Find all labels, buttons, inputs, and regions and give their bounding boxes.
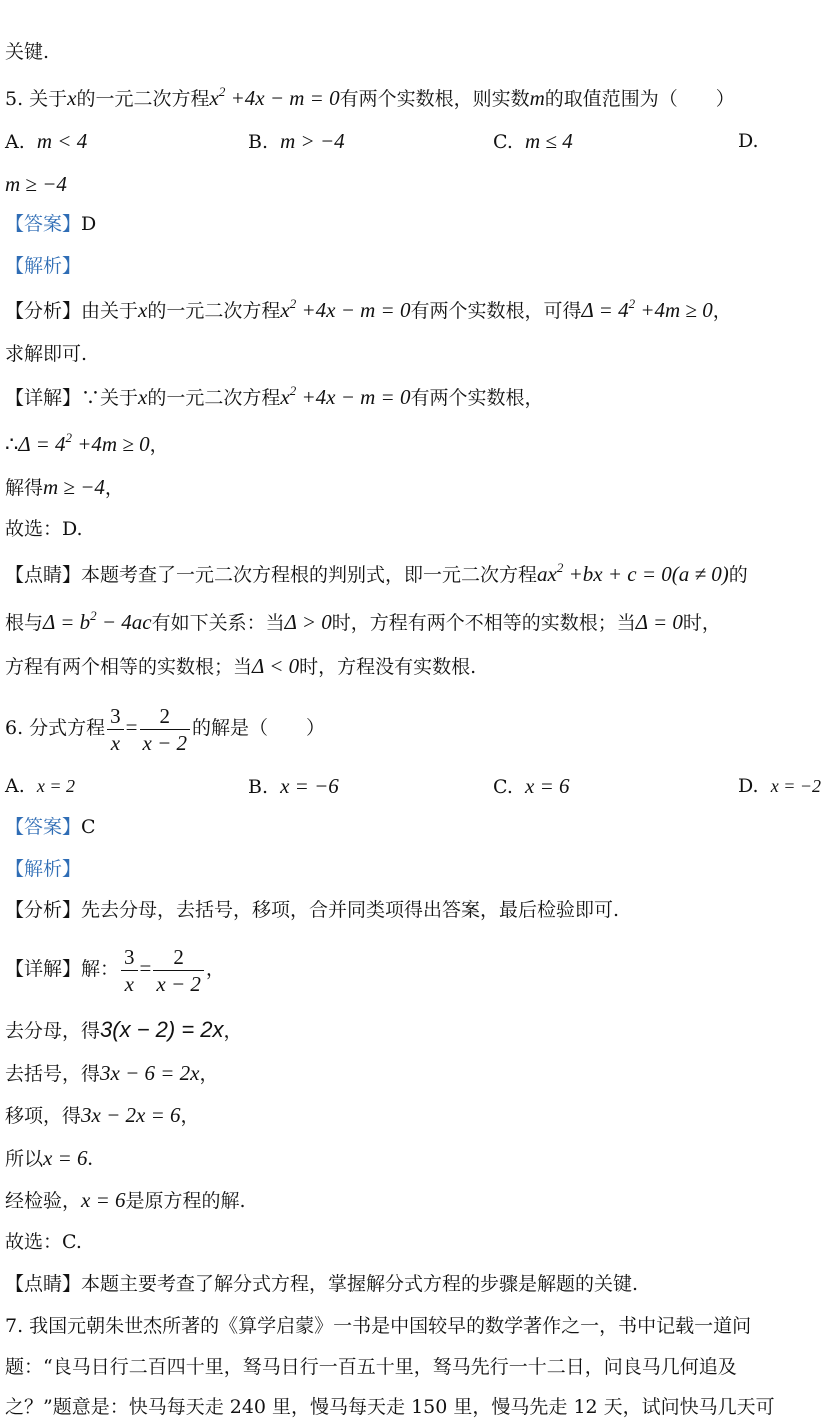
math-condition: Δ < 0 [252,654,300,678]
text-line [5,340,87,368]
option-label: D. [738,130,759,152]
text: 故选：D. [5,518,83,540]
option-c [493,772,570,801]
question-6-stem [5,697,325,758]
option-d [738,772,821,800]
section-tag: 【点睛】 [5,1273,82,1295]
math-condition: Δ = 0 [635,610,683,634]
option-label: B. [248,131,269,153]
text: 时， [682,612,721,634]
option-d [738,127,759,155]
text: 解得 [5,477,44,499]
comment-line [5,1270,638,1298]
text: 先去分母，去括号，移项，合并同类项得出答案，最后检验即可. [81,899,620,921]
analysis-tag: 【解析】 [5,255,82,277]
discriminant: $\Delta = 4^2 +4m \ge 0$ [18,430,150,456]
option-a [5,127,87,156]
math-condition: Δ > 0 [284,610,332,634]
math-var: m [529,86,545,110]
text: 的解是（ ） [192,717,326,739]
discriminant: $\Delta = 4^2 +4m \ge 0$ [581,296,713,322]
option-math: m > −4 [280,129,345,153]
option-label: A. [5,775,25,797]
option-d-value [5,170,67,199]
answer-value: C [81,816,96,838]
text: ， [199,1063,219,1085]
option-math: x = 6 [525,774,570,798]
text: ， [149,434,169,456]
fraction-numerator: 2 [140,703,191,730]
text: 7. 我国元朝朱世杰所著的《算学启蒙》一书是中国较早的数学著作之一，书中记载一道问 [5,1315,752,1337]
question-5-stem [5,84,735,113]
fraction-denominator: x − 2 [156,971,201,996]
fraction-denominator: x − 2 [142,730,188,755]
fraction-numerator: 3 [107,703,124,730]
text: 由关于 [81,300,139,322]
text: 求解即可. [5,343,88,365]
analysis-line [5,296,732,325]
detail-line [5,938,225,999]
detail-line [5,515,83,543]
math-result: m ≥ −4 [43,475,105,499]
detail-line [5,430,169,459]
text: 方程有两个相等的实数根；当 [5,656,253,678]
fraction [121,944,138,997]
text: 的一元二次方程 [147,387,281,409]
detail-line [5,383,543,412]
fraction [140,703,191,756]
math-step: 3x − 6 = 2x [100,1061,200,1085]
math-var: x [138,385,148,409]
detail-line [5,1186,246,1215]
equation: $x^2 +4x - m = 0$ [280,383,411,409]
option-label: D. [738,775,759,797]
text: 之？”题意是：快马每天走 240 里，慢马每天走 150 里，慢马先走 12 天，试问快马几天可 [5,1396,775,1418]
option-label: B. [248,776,269,798]
option-a [5,772,75,800]
text: 解： [81,958,120,980]
text: 有两个实数根，可得 [410,300,582,322]
question-number: 6. 分式方程 [5,717,106,739]
text: 本题考查了一元二次方程根的判别式，即一元二次方程 [81,564,538,586]
option-b [248,772,339,801]
question-7-line [5,1353,737,1381]
option-label: C. [493,776,513,798]
text: 的一元二次方程 [76,88,210,110]
question-7-line [5,1393,775,1421]
comment-line [5,652,476,681]
fraction [153,944,204,997]
text: 关键. [5,41,50,63]
text: 所以 [5,1148,44,1170]
therefore-symbol: ∴ [5,432,19,456]
math-step: x = 6 [43,1146,88,1170]
text: 的一元二次方程 [147,300,281,322]
equation: $ax^2 +bx + c = 0(a \ne 0)$ [537,560,729,586]
text: 有如下关系：当 [151,612,285,634]
math-step: x = 6 [81,1188,126,1212]
fraction-denominator: x [110,730,121,755]
detail-line [5,1101,200,1130]
text: 本题主要考查了解分式方程，掌握解分式方程的步骤是解题的关键. [81,1273,639,1295]
option-label: C. [493,131,513,153]
section-tag: 【分析】 [5,899,82,921]
text: ， [104,477,124,499]
text: ， [223,1020,243,1042]
text: 经检验， [5,1190,82,1212]
option-math: m ≥ −4 [5,172,67,196]
detail-line [5,1228,82,1256]
text: 去分母，得 [5,1020,101,1042]
math-var: x [67,86,77,110]
comment-line [5,608,721,637]
detail-line [5,473,124,502]
option-b [248,127,345,156]
text: ， [180,1105,200,1127]
equals-sign: = [139,956,152,980]
section-tag: 【分析】 [5,300,82,322]
question-7-line [5,1312,751,1340]
math-step: 3x − 2x = 6 [81,1103,181,1127]
option-label: A. [5,131,25,153]
text: 有两个实数根，则实数 [339,88,530,110]
option-c [493,127,573,156]
text: 时，方程没有实数根. [299,656,477,678]
text: 时，方程有两个不相等的实数根；当 [331,612,636,634]
question-number: 5. 关于 [5,88,68,110]
text: 故选：C. [5,1231,82,1253]
text: 去括号，得 [5,1063,101,1085]
option-math: m < 4 [36,129,88,153]
text: 题：“良马日行二百四十里，驽马日行一百五十里，驽马先行一十二日，问良马几何追及 [5,1356,737,1378]
equals-sign: = [125,715,138,739]
fraction-numerator: 3 [121,944,138,971]
math-var: x [138,298,148,322]
fraction-numerator: 2 [153,944,204,971]
math-step: 3(x − 2) = 2x [100,1017,224,1042]
option-math: x = 2 [36,776,75,796]
equation: $x^2 +4x - m = 0$ [209,84,340,110]
text: ， [712,300,732,322]
answer-value: D [81,213,97,235]
text: 移项，得 [5,1105,82,1127]
text-line [5,38,49,66]
option-math: m ≤ 4 [525,129,573,153]
analysis-line [5,896,619,924]
analysis-tag-line [5,252,81,280]
text: 有两个实数根， [410,387,544,409]
answer-tag: 【答案】 [5,213,82,235]
text: 是原方程的解. [125,1190,246,1212]
text: ， [205,958,225,980]
text: 的 [728,564,748,586]
answer-tag: 【答案】 [5,816,82,838]
text: ∵关于 [81,387,139,409]
section-tag: 【详解】 [5,958,82,980]
section-tag: 【详解】 [5,387,82,409]
equation: $x^2 +4x - m = 0$ [280,296,411,322]
text: 根与 [5,612,44,634]
option-math: x = −6 [280,774,339,798]
comment-line [5,560,748,589]
text: 的取值范围为（ ） [544,88,735,110]
detail-line [5,1059,219,1088]
detail-line [5,1016,243,1045]
answer-line [5,210,96,238]
discriminant: $\Delta = b^2 - 4ac$ [43,608,152,634]
analysis-tag: 【解析】 [5,858,82,880]
detail-line: 所以x = 6. [5,1146,93,1170]
answer-line [5,813,96,841]
fraction [107,703,124,756]
section-tag: 【点睛】 [5,564,82,586]
fraction-denominator: x [124,971,134,996]
analysis-tag-line [5,855,81,883]
option-math: x = −2 [770,776,821,796]
